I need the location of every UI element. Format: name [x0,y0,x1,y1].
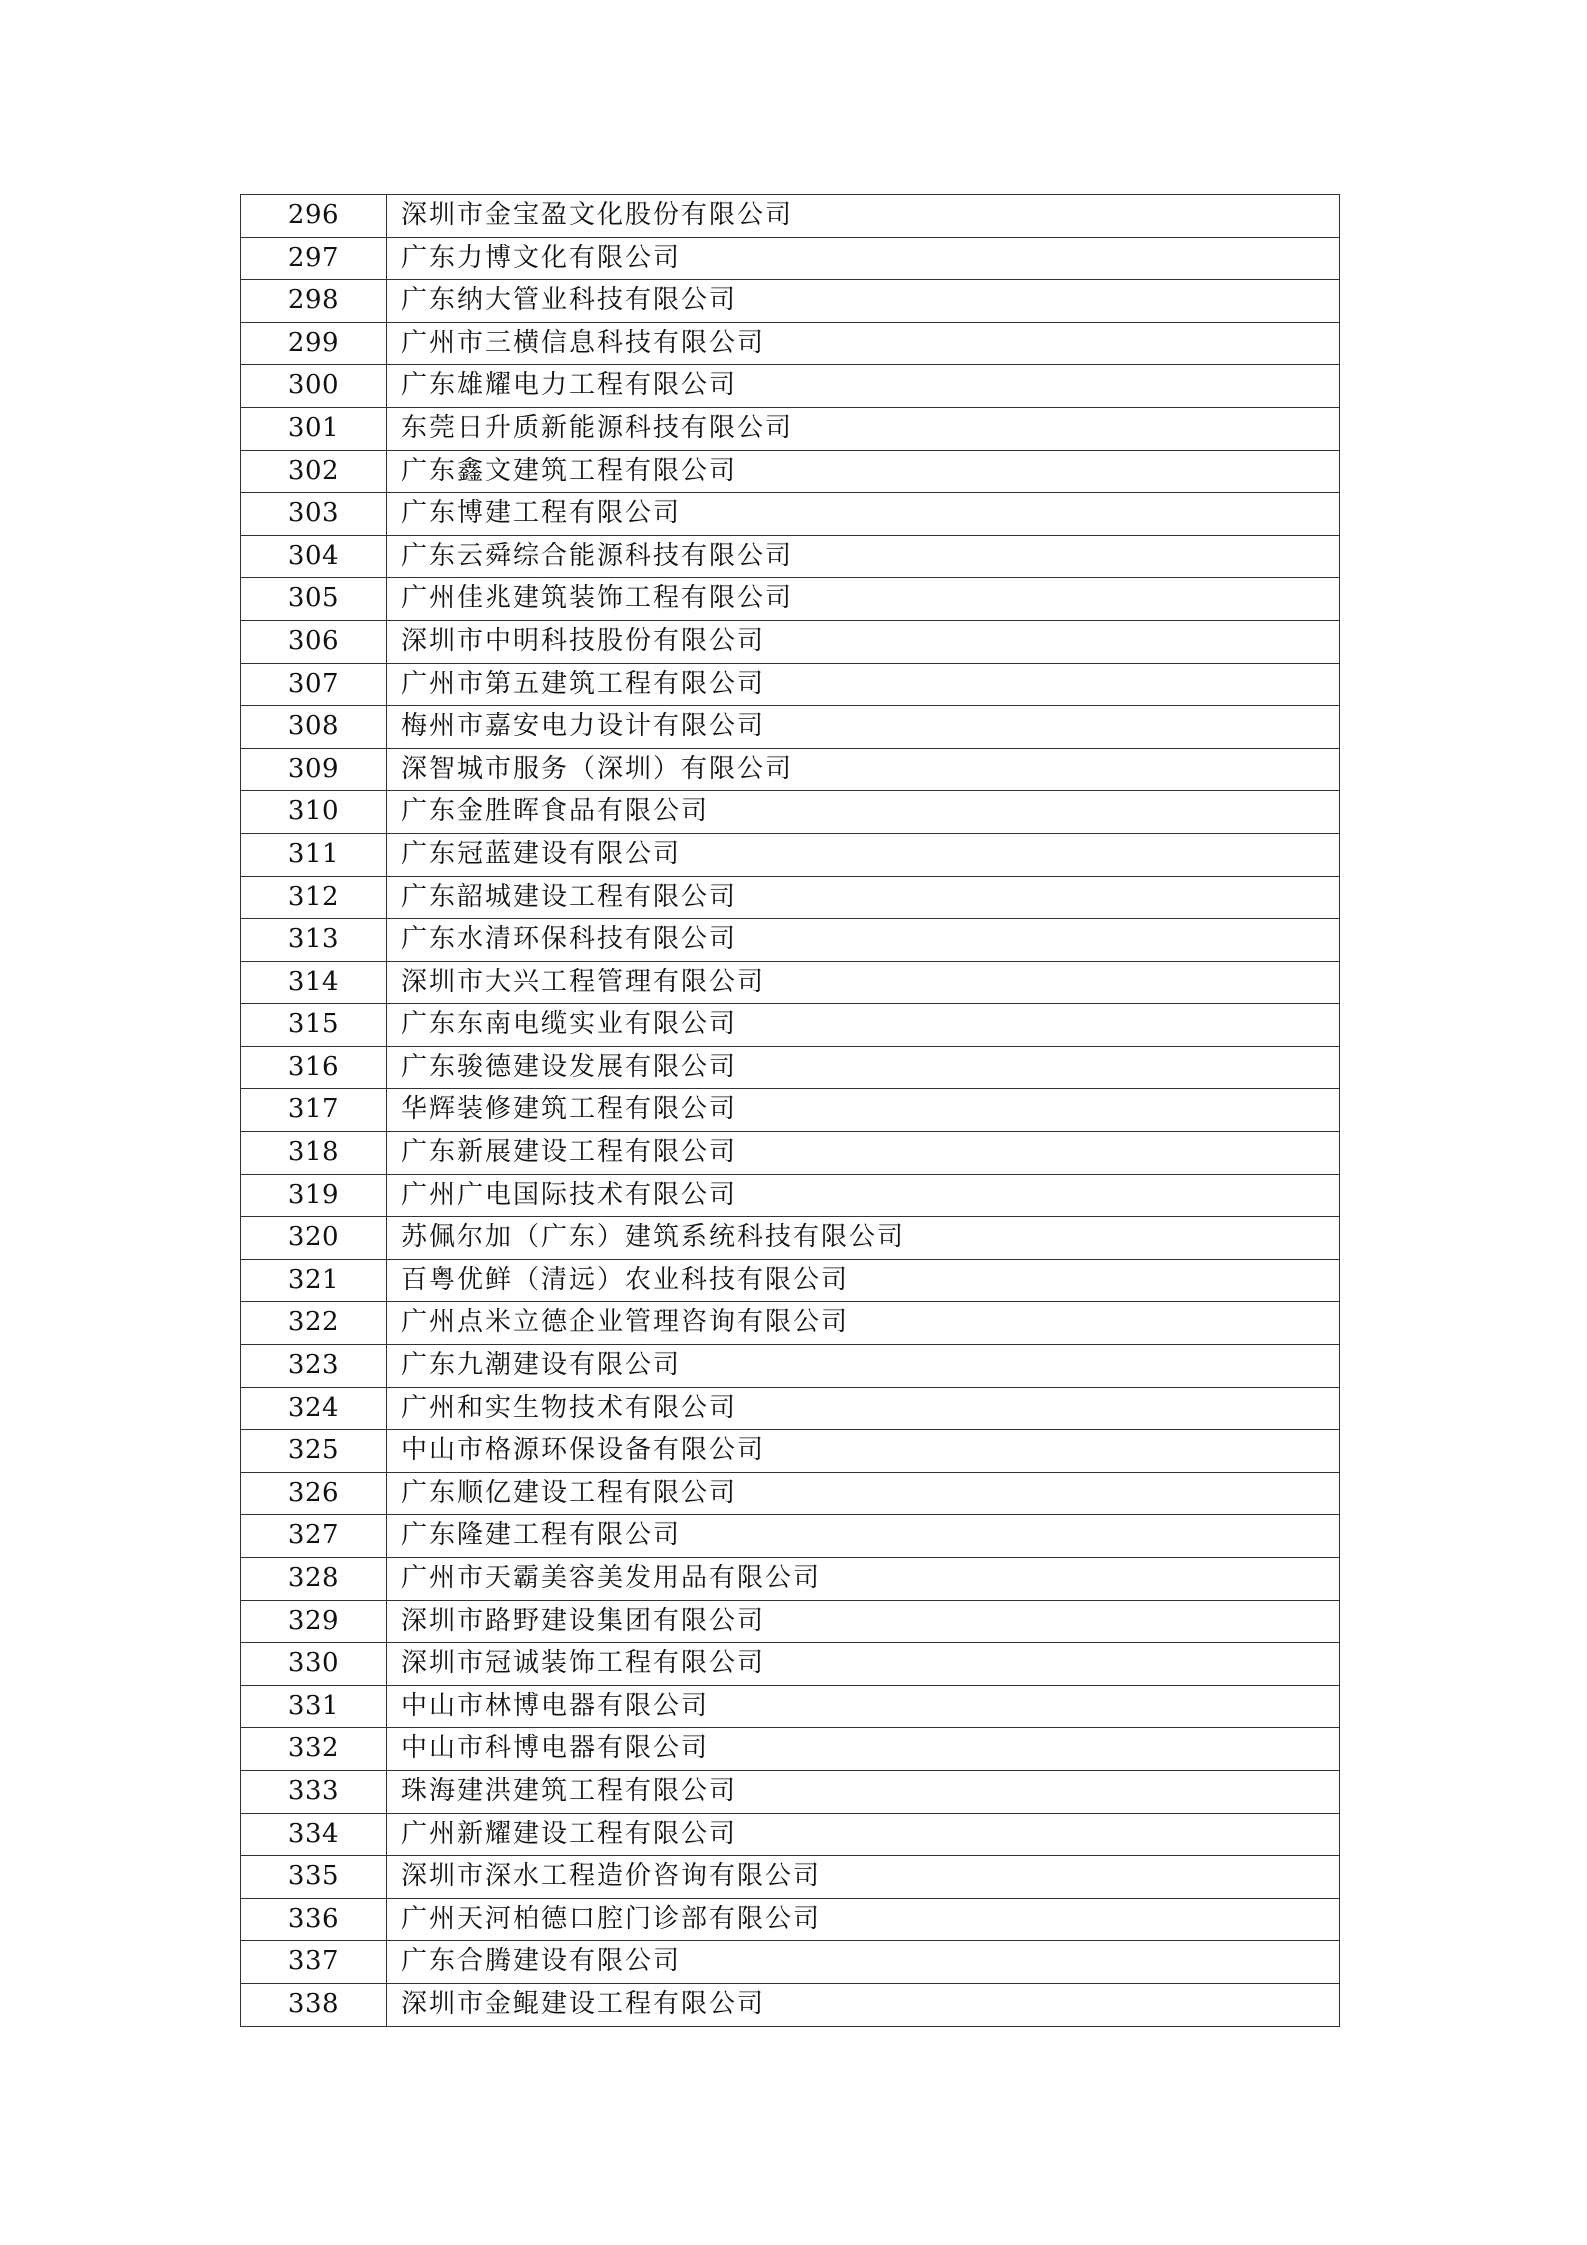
company-name: 广东隆建工程有限公司 [387,1515,1340,1558]
company-name: 广东雄耀电力工程有限公司 [387,365,1340,408]
row-number: 317 [241,1089,387,1132]
company-name: 深圳市金宝盈文化股份有限公司 [387,195,1340,238]
company-name: 深圳市金鲲建设工程有限公司 [387,1983,1340,2026]
company-name: 广东顺亿建设工程有限公司 [387,1472,1340,1515]
company-name: 深圳市路野建设集团有限公司 [387,1600,1340,1643]
company-name: 广东博建工程有限公司 [387,493,1340,536]
table-row [241,1132,1340,1175]
row-number: 335 [241,1856,387,1899]
table-row [241,1643,1340,1686]
table-row [241,1515,1340,1558]
company-name: 广东云舜综合能源科技有限公司 [387,535,1340,578]
row-number: 332 [241,1728,387,1771]
row-number: 307 [241,663,387,706]
table-row [241,1898,1340,1941]
table-row [241,195,1340,238]
table-row [241,365,1340,408]
company-name: 中山市林博电器有限公司 [387,1685,1340,1728]
table-row [241,791,1340,834]
row-number: 304 [241,535,387,578]
company-name: 广东冠蓝建设有限公司 [387,833,1340,876]
row-number: 310 [241,791,387,834]
table-row [241,1217,1340,1260]
company-name: 广州市第五建筑工程有限公司 [387,663,1340,706]
table-row [241,237,1340,280]
table-row [241,706,1340,749]
table-row [241,493,1340,536]
row-number: 325 [241,1430,387,1473]
row-number: 298 [241,280,387,323]
row-number: 311 [241,833,387,876]
row-number: 313 [241,919,387,962]
company-name: 深圳市深水工程造价咨询有限公司 [387,1856,1340,1899]
company-name: 广东东南电缆实业有限公司 [387,1004,1340,1047]
table-row [241,1302,1340,1345]
row-number: 326 [241,1472,387,1515]
table-row [241,748,1340,791]
table-row [241,407,1340,450]
row-number: 296 [241,195,387,238]
row-number: 338 [241,1983,387,2026]
row-number: 323 [241,1345,387,1388]
table-row [241,1259,1340,1302]
table-row [241,833,1340,876]
company-name: 东莞日升质新能源科技有限公司 [387,407,1340,450]
row-number: 328 [241,1558,387,1601]
table-row [241,1430,1340,1473]
row-number: 300 [241,365,387,408]
table-row [241,1046,1340,1089]
row-number: 305 [241,578,387,621]
row-number: 301 [241,407,387,450]
company-name: 广州和实生物技术有限公司 [387,1387,1340,1430]
company-name: 广州佳兆建筑装饰工程有限公司 [387,578,1340,621]
table-row [241,1983,1340,2026]
company-list-table [240,194,1340,2027]
company-name: 广州市三横信息科技有限公司 [387,322,1340,365]
company-name: 广州天河柏德口腔门诊部有限公司 [387,1898,1340,1941]
company-name: 百粤优鲜（清远）农业科技有限公司 [387,1259,1340,1302]
table-row [241,919,1340,962]
row-number: 303 [241,493,387,536]
table-row [241,1387,1340,1430]
row-number: 318 [241,1132,387,1175]
company-name: 珠海建洪建筑工程有限公司 [387,1770,1340,1813]
company-name: 苏佩尔加（广东）建筑系统科技有限公司 [387,1217,1340,1260]
table-row [241,1174,1340,1217]
table-row [241,961,1340,1004]
row-number: 334 [241,1813,387,1856]
table-row [241,1770,1340,1813]
row-number: 336 [241,1898,387,1941]
company-name: 中山市格源环保设备有限公司 [387,1430,1340,1473]
company-name: 广东骏德建设发展有限公司 [387,1046,1340,1089]
row-number: 329 [241,1600,387,1643]
table-row [241,535,1340,578]
company-name: 华辉装修建筑工程有限公司 [387,1089,1340,1132]
company-name: 广东力博文化有限公司 [387,237,1340,280]
company-name: 广州点米立德企业管理咨询有限公司 [387,1302,1340,1345]
table-row [241,876,1340,919]
company-name: 深圳市冠诚装饰工程有限公司 [387,1643,1340,1686]
table-row [241,1685,1340,1728]
table-row [241,1345,1340,1388]
row-number: 321 [241,1259,387,1302]
row-number: 337 [241,1941,387,1984]
row-number: 322 [241,1302,387,1345]
table-row [241,1472,1340,1515]
row-number: 308 [241,706,387,749]
company-name: 中山市科博电器有限公司 [387,1728,1340,1771]
company-name: 广东九潮建设有限公司 [387,1345,1340,1388]
row-number: 316 [241,1046,387,1089]
company-name: 广东纳大管业科技有限公司 [387,280,1340,323]
company-name: 广东金胜晖食品有限公司 [387,791,1340,834]
company-name: 广州新耀建设工程有限公司 [387,1813,1340,1856]
company-name: 深圳市中明科技股份有限公司 [387,620,1340,663]
row-number: 331 [241,1685,387,1728]
table-row [241,280,1340,323]
company-name: 深智城市服务（深圳）有限公司 [387,748,1340,791]
table-row [241,1558,1340,1601]
row-number: 299 [241,322,387,365]
row-number: 315 [241,1004,387,1047]
row-number: 330 [241,1643,387,1686]
table-row [241,1728,1340,1771]
table-row [241,1600,1340,1643]
company-name: 广东合腾建设有限公司 [387,1941,1340,1984]
row-number: 327 [241,1515,387,1558]
company-name: 广州广电国际技术有限公司 [387,1174,1340,1217]
company-name: 广东新展建设工程有限公司 [387,1132,1340,1175]
row-number: 319 [241,1174,387,1217]
table-row [241,1856,1340,1899]
row-number: 320 [241,1217,387,1260]
company-name: 梅州市嘉安电力设计有限公司 [387,706,1340,749]
row-number: 302 [241,450,387,493]
company-name: 深圳市大兴工程管理有限公司 [387,961,1340,1004]
table-row [241,1004,1340,1047]
row-number: 333 [241,1770,387,1813]
company-name: 广东鑫文建筑工程有限公司 [387,450,1340,493]
row-number: 314 [241,961,387,1004]
company-name: 广州市天霸美容美发用品有限公司 [387,1558,1340,1601]
row-number: 309 [241,748,387,791]
row-number: 312 [241,876,387,919]
row-number: 306 [241,620,387,663]
table-row [241,1941,1340,1984]
company-name: 广东韶城建设工程有限公司 [387,876,1340,919]
row-number: 324 [241,1387,387,1430]
table-body [241,195,1340,2027]
table-row [241,322,1340,365]
table-row [241,450,1340,493]
table-row [241,663,1340,706]
table-row [241,620,1340,663]
table-row [241,1089,1340,1132]
row-number: 297 [241,237,387,280]
company-name: 广东水清环保科技有限公司 [387,919,1340,962]
table-row [241,578,1340,621]
table-row [241,1813,1340,1856]
